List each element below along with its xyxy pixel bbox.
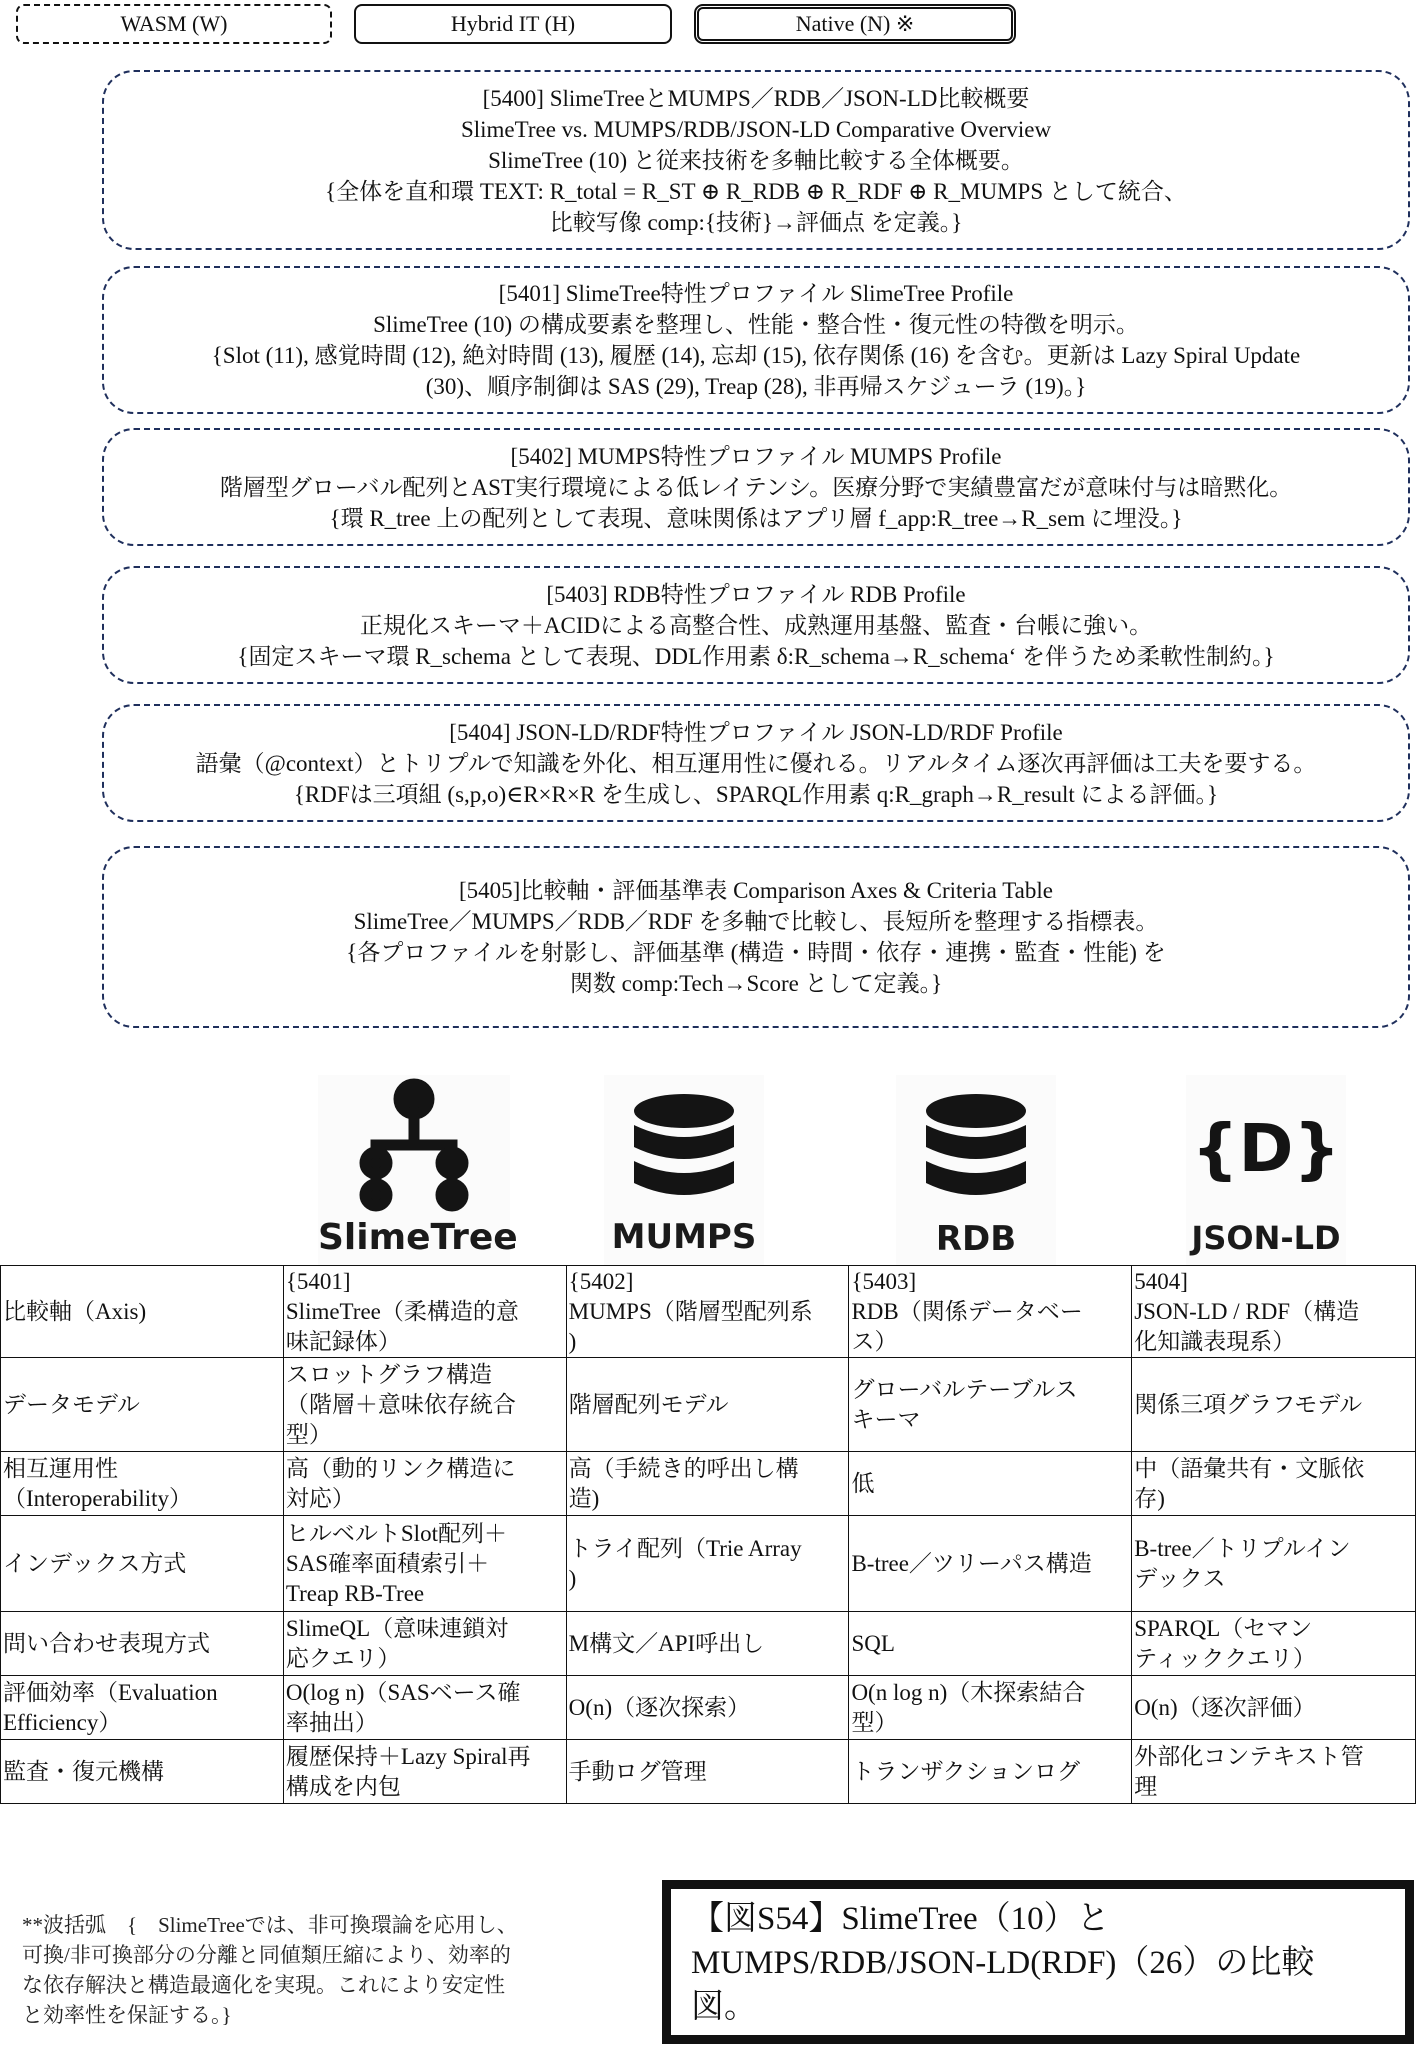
footnote-line: と効率性を保証する。} (22, 2003, 232, 2027)
logo-mumps (604, 1075, 764, 1265)
table-cell: O(n)（逐次評価） (1132, 1676, 1416, 1740)
header-rdb: {5403] RDB（関係データベー ス） (849, 1266, 1132, 1358)
footnote-curly-brace (22, 1910, 642, 2030)
legend-native (694, 4, 1016, 44)
technology-logos (0, 1075, 1418, 1265)
table-cell: 履歴保持＋Lazy Spiral再 構成を内包 (283, 1740, 566, 1804)
table-cell: SQL (849, 1612, 1132, 1676)
box-line: SlimeTree vs. MUMPS/RDB/JSON-LD Comparative Overview (460, 116, 1052, 142)
box-line: {全体を直和環 TEXT: R_total = R_ST ⊕ R_RDB ⊕ R_RDF ⊕ R_MUMPS として統合、 (325, 178, 1187, 204)
table-cell: 外部化コンテキスト管 理 (1132, 1740, 1416, 1804)
logo-slimetree (318, 1075, 518, 1265)
table-cell: 高（動的リンク構造に 対応） (283, 1452, 566, 1516)
table-row (1, 1612, 1416, 1676)
box-line: SlimeTree／MUMPS／RDB／RDF を多軸で比較し、長短所を整理する指標表。 (353, 909, 1159, 934)
table-row (1, 1740, 1416, 1804)
table-cell: 高（手続き的呼出し構 造) (566, 1452, 849, 1516)
box-5405-comparison-axes (102, 846, 1410, 1028)
box-5403-rdb-profile (102, 566, 1410, 684)
legend-hybrid-it (354, 4, 672, 44)
table-row (1, 1452, 1416, 1516)
table-cell: B-tree／トリプルイン デックス (1132, 1516, 1416, 1612)
table-cell: O(n log n)（木探索結合 型） (849, 1676, 1132, 1740)
box-line: [5405]比較軸・評価基準表 Comparison Axes & Criteria Table (459, 878, 1053, 903)
box-line: 語彙（@context）とトリプルで知識を外化、相互運用性に優れる。リアルタイム逐次再評価は工夫を要する。 (195, 750, 1317, 776)
row-axis-cell: インデックス方式 (1, 1516, 284, 1612)
table-row (1, 1516, 1416, 1612)
row-axis-cell: 問い合わせ表現方式 (1, 1612, 284, 1676)
legend-wasm (16, 4, 332, 44)
table-cell: M構文／API呼出し (566, 1612, 849, 1676)
box-line: {環 R_tree 上の配列として表現、意味関係はアプリ層 f_app:R_tree→R_sem に埋没。} (329, 505, 1183, 531)
box-line: (30)、順序制御は SAS (29), Treap (28), 非再帰スケジューラ (19)。} (425, 374, 1087, 399)
figure-caption (662, 1880, 1414, 2044)
box-line: 階層型グローバル配列とAST実行環境による低レイテンシ。医療分野で実績豊富だが意味付与は暗黙化。 (219, 474, 1293, 500)
table-cell: トランザクションログ (849, 1740, 1132, 1804)
table-cell: 中（語彙共有・文脈依 存) (1132, 1452, 1416, 1516)
json-ld-braces-icon: {D} (1191, 1110, 1341, 1187)
header-mumps: {5402] MUMPS（階層型配列系 ) (566, 1266, 849, 1358)
table-cell: スロットグラフ構造 （階層＋意味依存統合 型） (283, 1358, 566, 1452)
table-cell: ヒルベルトSlot配列＋ SAS確率面積索引＋ Treap RB-Tree (283, 1516, 566, 1612)
legend-wasm-label: WASM (W) (120, 11, 228, 36)
box-line: [5404] JSON-LD/RDF特性プロファイル JSON-LD/RDF Profile (449, 719, 1063, 745)
legend-hybrid-label: Hybrid IT (H) (450, 11, 576, 36)
footnote-line: 可換/非可換部分の分離と同値類圧縮により、効率的 (22, 1943, 511, 1967)
logo-rdb-label: RDB (935, 1219, 1017, 1259)
box-line: SlimeTree (10) と従来技術を多軸比較する全体概要。 (488, 147, 1024, 173)
row-axis-cell: データモデル (1, 1358, 284, 1452)
box-5400-overview (102, 70, 1410, 250)
table-cell: 低 (849, 1452, 1132, 1516)
legend-native-label: Native (N) ※ (795, 11, 915, 36)
box-line: {固定スキーマ環 R_schema として表現、DDL作用素 δ:R_schema→R_schema‘ を伴うため柔軟性制約。} (237, 643, 1275, 669)
box-line: {Slot (11), 感覚時間 (12), 絶対時間 (13), 履歴 (14), 忘却 (15), 依存関係 (16) を含む。更新は Lazy Spiral Update (211, 343, 1301, 368)
table-row (1, 1676, 1416, 1740)
table-cell: SlimeQL（意味連鎖対 応クエリ） (283, 1612, 566, 1676)
header-axis: 比較軸（Axis) (1, 1266, 284, 1358)
footnote-line: **波括弧 { SlimeTreeでは、非可換環論を応用し、 (22, 1913, 518, 1937)
caption-line: 【図S54】SlimeTree（10）と (691, 1901, 1110, 1937)
tree-hierarchy-icon (318, 1075, 510, 1215)
box-line: SlimeTree (10) の構成要素を整理し、性能・整合性・復元性の特徴を明示。 (373, 312, 1139, 337)
box-line: [5403] RDB特性プロファイル RDB Profile (546, 581, 966, 607)
caption-line: 図。 (691, 1989, 757, 2025)
logo-jsonld (1186, 1075, 1346, 1265)
box-5402-mumps-profile (102, 428, 1410, 546)
box-line: 比較写像 comp:{技術}→評価点 を定義。} (549, 209, 963, 235)
box-line: [5400] SlimeTreeとMUMPS／RDB／JSON-LD比較概要 (482, 85, 1030, 111)
row-axis-cell: 評価効率（Evaluation Efficiency） (1, 1676, 284, 1740)
logo-rdb (896, 1075, 1056, 1265)
header-jsonld: 5404] JSON-LD / RDF（構造 化知識表現系） (1132, 1266, 1416, 1358)
database-icon (896, 1075, 1056, 1210)
database-icon (604, 1075, 764, 1210)
row-axis-cell: 相互運用性 （Interoperability） (1, 1452, 284, 1516)
row-axis-cell: 監査・復元機構 (1, 1740, 284, 1804)
caption-line: MUMPS/RDB/JSON-LD(RDF)（26）の比較 (691, 1945, 1315, 1981)
box-5401-slimetree-profile (102, 266, 1410, 414)
header-slimetree: {5401] SlimeTree（柔構造的意 味記録体） (283, 1266, 566, 1358)
logo-slimetree-label: SlimeTree (318, 1217, 518, 1258)
box-5404-jsonld-profile (102, 704, 1410, 822)
table-cell: O(log n)（SASベース確 率抽出） (283, 1676, 566, 1740)
table-row (1, 1358, 1416, 1452)
box-line: 正規化スキーマ＋ACIDによる高整合性、成熟運用基盤、監査・台帳に強い。 (359, 612, 1153, 638)
box-line: [5401] SlimeTree特性プロファイル SlimeTree Profile (498, 281, 1014, 306)
box-line: {各プロファイルを射影し、評価基準 (構造・時間・依存・連携・監査・性能) を (346, 940, 1166, 965)
table-cell: 関係三項グラフモデル (1132, 1358, 1416, 1452)
table-cell: 階層配列モデル (566, 1358, 849, 1452)
table-cell: SPARQL（セマン ティッククエリ） (1132, 1612, 1416, 1676)
table-cell: O(n)（逐次探索） (566, 1676, 849, 1740)
box-line: {RDFは三項組 (s,p,o)∈R×R×R を生成し、SPARQL作用素 q:R_graph→R_result による評価。} (293, 781, 1219, 807)
box-line: 関数 comp:Tech→Score として定義。} (569, 971, 943, 996)
footnote-line: な依存解決と構造最適化を実現。これにより安定性 (22, 1973, 505, 1997)
logo-jsonld-label: JSON-LD (1191, 1219, 1341, 1257)
comparison-table (0, 1265, 1416, 1804)
table-header-row (1, 1266, 1416, 1358)
table-cell: 手動ログ管理 (566, 1740, 849, 1804)
box-line: [5402] MUMPS特性プロファイル MUMPS Profile (510, 443, 1002, 469)
table-cell: トライ配列（Trie Array ) (566, 1516, 849, 1612)
table-cell: B-tree／ツリーパス構造 (849, 1516, 1132, 1612)
logo-mumps-label: MUMPS (611, 1217, 757, 1257)
table-cell: グローバルテーブルス キーマ (849, 1358, 1132, 1452)
